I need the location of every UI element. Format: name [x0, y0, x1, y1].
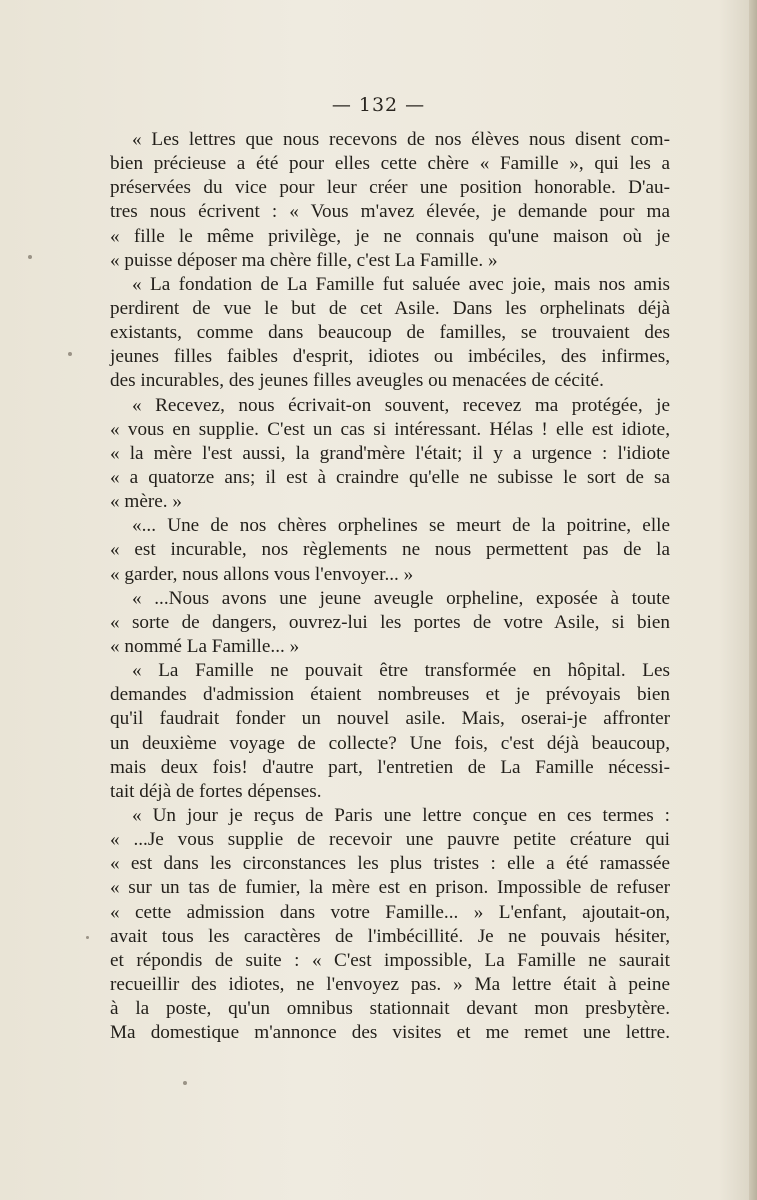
text-line: « Un jour je reçus de Paris une lettre conçue en ces termes :	[132, 804, 670, 826]
text-line: « vous en supplie. C'est un cas si intéressant. Hélas ! elle est idiote,	[110, 418, 670, 440]
text-line: des incurables, des jeunes filles aveugles ou menacées de cécité.	[110, 370, 604, 392]
text-line: « nommé La Famille... »	[110, 635, 300, 657]
page-edge	[749, 0, 757, 1200]
text-line: Ma domestique m'annonce des visites et me remet une lettre.	[110, 1022, 670, 1044]
body-text	[110, 128, 670, 1045]
text-line: préservées du vice pour leur créer une position honorable. D'au-	[110, 177, 670, 199]
paragraph	[110, 659, 670, 804]
text-line: « est dans les circonstances les plus tristes : elle a été ramassée	[110, 853, 670, 875]
text-line: qu'il faudrait fonder un nouvel asile. Mais, oserai-je affronter	[110, 708, 670, 730]
text-line: « a quatorze ans; il est à craindre qu'elle ne subisse le sort de sa	[110, 466, 670, 488]
text-line: « garder, nous allons vous l'envoyer... »	[110, 563, 414, 585]
text-line: existants, comme dans beaucoup de familles, se trouvaient des	[110, 322, 670, 344]
text-line: bien précieuse a été pour elles cette chère « Famille », qui les a	[110, 153, 670, 175]
paragraph	[110, 128, 670, 273]
text-line: et répondis de suite : « C'est impossible, La Famille ne saurait	[110, 949, 670, 971]
text-line: mais deux fois! d'autre part, l'entretien de La Famille nécessi-	[110, 756, 670, 778]
text-line: « cette admission dans votre Famille... » L'enfant, ajoutait-on,	[110, 901, 670, 923]
text-line: « puisse déposer ma chère fille, c'est La Famille. »	[110, 249, 498, 271]
text-line: « ...Nous avons une jeune aveugle orpheline, exposée à toute	[132, 587, 670, 609]
text-line: « sur un tas de fumier, la mère est en prison. Impossible de refuser	[110, 877, 670, 899]
paper-speck	[68, 352, 72, 356]
text-line: « ...Je vous supplie de recevoir une pauvre petite créature qui	[110, 829, 670, 851]
text-line: « mère. »	[110, 491, 182, 513]
paper-speck	[183, 1081, 187, 1085]
text-line: « sorte de dangers, ouvrez-lui les portes de votre Asile, si bien	[110, 611, 670, 633]
text-line: «... Une de nos chères orphelines se meurt de la poitrine, elle	[132, 515, 670, 537]
paper-speck	[28, 255, 32, 259]
paper-speck	[86, 936, 89, 939]
text-line: un deuxième voyage de collecte? Une fois, c'est déjà beaucoup,	[110, 732, 670, 754]
paragraph	[110, 273, 670, 394]
text-line: demandes d'admission étaient nombreuses et je prévoyais bien	[110, 684, 670, 706]
page-number: — 132 —	[331, 94, 426, 116]
text-line: « Les lettres que nous recevons de nos élèves nous disent com-	[132, 129, 670, 150]
text-line: perdirent de vue le but de cet Asile. Dans les orphelinats déjà	[110, 297, 670, 319]
text-line: à la poste, qu'un omnibus stationnait devant mon presbytère.	[110, 998, 670, 1020]
text-line: tres nous écrivent : « Vous m'avez élevée, je demande pour ma	[110, 201, 670, 223]
text-line: avait tous les caractères de l'imbécillité. Je ne pouvais hésiter,	[110, 925, 670, 947]
text-line: tait déjà de fortes dépenses.	[110, 780, 322, 802]
text-line: « La Famille ne pouvait être transformée en hôpital. Les	[132, 660, 670, 682]
text-line: « La fondation de La Famille fut saluée avec joie, mais nos amis	[132, 273, 670, 295]
paragraph	[110, 514, 670, 586]
text-line: recueillir des idiotes, ne l'envoyez pas. » Ma lettre était à peine	[110, 973, 670, 995]
text-line: « Recevez, nous écrivait-on souvent, recevez ma protégée, je	[132, 394, 670, 416]
paragraph	[110, 587, 670, 659]
text-line: « la mère l'est aussi, la grand'mère l'était; il y a urgence : l'idiote	[110, 442, 670, 464]
paragraph	[110, 394, 670, 515]
text-line: jeunes filles faibles d'esprit, idiotes ou imbéciles, des infirmes,	[110, 346, 670, 368]
text-line: « fille le même privilège, je ne connais qu'une maison où je	[110, 225, 670, 247]
paragraph	[110, 804, 670, 1045]
text-line: « est incurable, nos règlements ne nous permettent pas de la	[110, 539, 670, 561]
